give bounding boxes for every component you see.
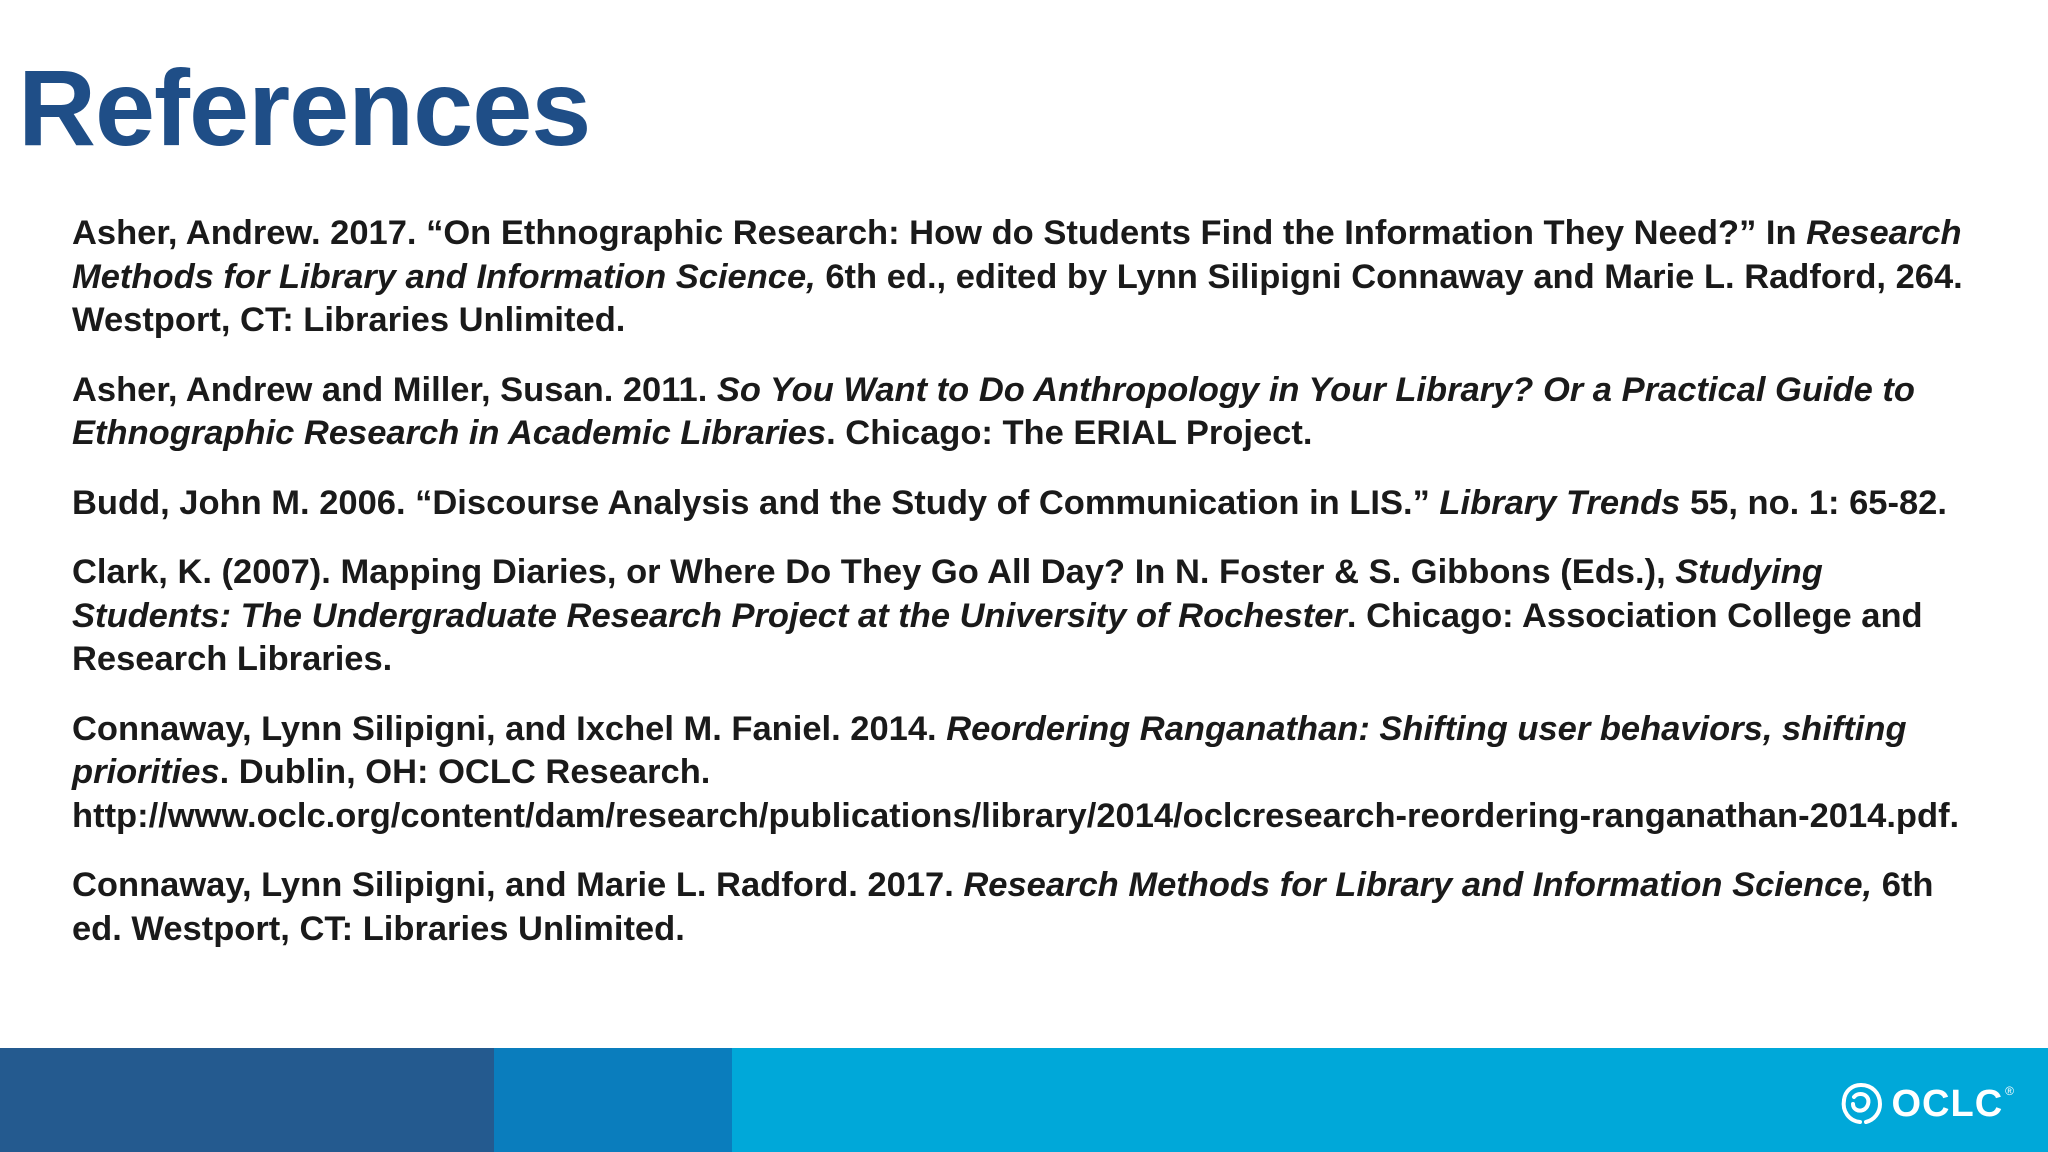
- reference-text: Connaway, Lynn Silipigni, and Marie L. Radford. 2017.: [72, 866, 964, 904]
- reference-text: Budd, John M. 2006. “Discourse Analysis and the Study of Communication in LIS.”: [72, 483, 1440, 522]
- reference-item: [72, 551, 1972, 682]
- registered-mark: ®: [2005, 1084, 2014, 1098]
- reference-text: Clark, K. (2007). Mapping Diaries, or Where Do They Go All Day? In N. Foster & S. Gibbons (Eds.),: [72, 553, 1676, 591]
- oclc-swirl-icon: [1836, 1079, 1886, 1129]
- reference-text: 55, no. 1: 65-82.: [1680, 483, 1947, 522]
- reference-text: 6th ed., edited by Lynn Silipigni Connaway and Marie L. Radford, 264. Westport, CT: Libraries Unlimited.: [72, 257, 1963, 339]
- reference-item: [72, 708, 1972, 839]
- reference-title-italic: Research Methods for Library and Information Science,: [963, 866, 1873, 904]
- slide-title: References: [18, 47, 591, 168]
- reference-item: [72, 864, 1972, 951]
- oclc-logo: [1836, 1078, 2015, 1130]
- reference-title-italic: Reordering Ranganathan: Shifting user behaviors, shifting priorities: [72, 709, 1907, 791]
- reference-text: Asher, Andrew and Miller, Susan. 2011.: [72, 370, 717, 409]
- reference-title-italic: Research Methods for Library and Information Science,: [72, 214, 1962, 296]
- footer-band-dark: [0, 1048, 494, 1152]
- reference-text: Connaway, Lynn Silipigni, and Ixchel M. Faniel. 2014.: [72, 709, 947, 748]
- reference-text: 6th ed. Westport, CT: Libraries Unlimited.: [72, 866, 1934, 948]
- reference-item: [72, 369, 1972, 456]
- footer-band-mid: [494, 1048, 732, 1152]
- reference-title-italic: So You Want to Do Anthropology in Your Library? Or a Practical Guide to Ethnographic Research in Academic Libraries: [72, 370, 1915, 452]
- footer-bar: [0, 1048, 2048, 1152]
- reference-text: . Dublin, OH: OCLC Research. http://www.oclc.org/content/dam/research/publications/library/2014/oclcresearch-reordering-ranganathan-2014.pdf.: [72, 753, 1960, 835]
- reference-item: [72, 482, 1972, 526]
- oclc-logo-text: OCLC: [1891, 1082, 2004, 1125]
- reference-text: Asher, Andrew. 2017. “On Ethnographic Research: How do Students Find the Information They Need?” In: [72, 214, 1807, 252]
- reference-list: [72, 212, 1972, 977]
- reference-text: . Chicago: The ERIAL Project.: [826, 414, 1313, 452]
- reference-item: [72, 212, 1972, 343]
- reference-text: . Chicago: Association College and Research Libraries.: [72, 596, 1923, 678]
- reference-title-italic: Studying Students: The Undergraduate Research Project at the University of Rochester: [72, 553, 1823, 635]
- reference-title-italic: Library Trends: [1439, 483, 1681, 522]
